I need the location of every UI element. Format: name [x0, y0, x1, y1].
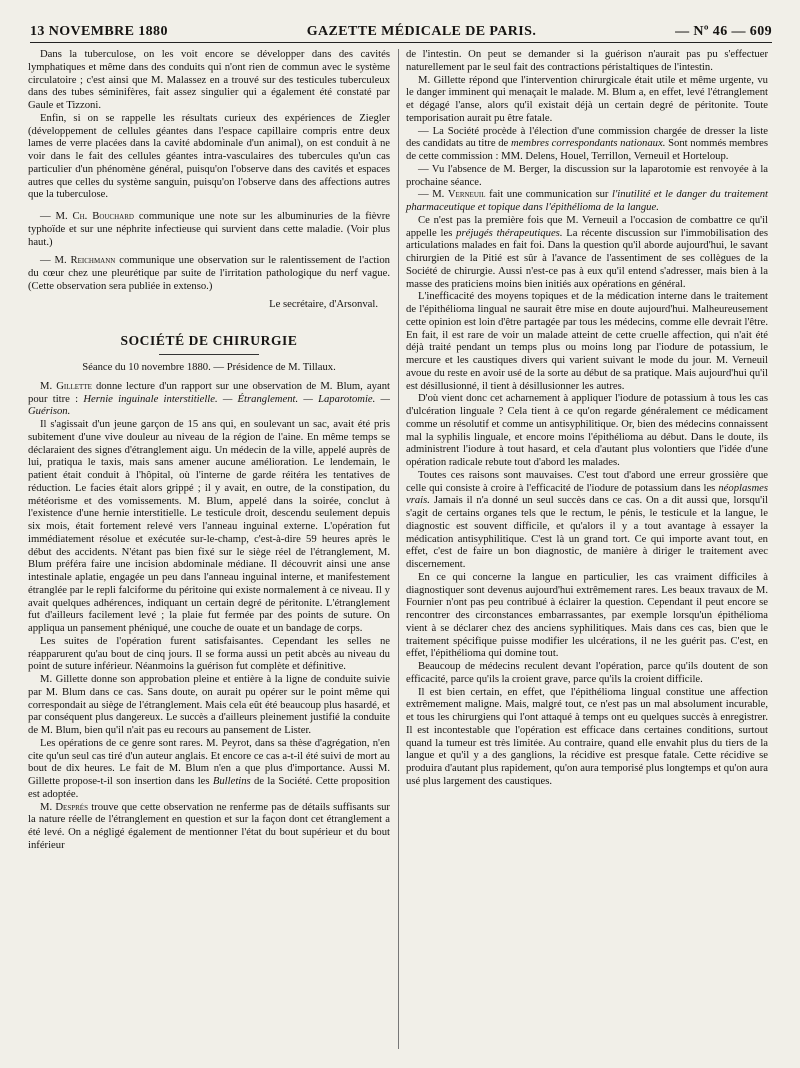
header-issue-page: — Nº 46 — 609: [675, 24, 772, 39]
article-title: Hernie inguinale interstitielle. — Étranglement. — Laparotomie. — Guérison.: [28, 393, 391, 418]
paragraph: M. Gillette répond que l'intervention chirurgicale était utile et même urgente, vu le danger imminent qui menaçait le malade. M. Blum a, en effet, levé l'étranglement et dégagé l'anse, alors qu'il existait déjà un certain degré de péritonite. Toute temporisation aurait pu être fatale.: [406, 74, 768, 124]
session-line: Séance du 10 novembre 1880. — Présidence de M. Tillaux.: [82, 362, 336, 373]
paragraph: Les opérations de ce genre sont rares. M. Peyrot, dans sa thèse d'agrégation, n'en cite qu'un seul cas tiré d'un auteur anglais. Et encore ce cas a-t-il été suivi de mort au bout de dix heures. Le fait de M. Blum n'en a que plus d'importance. Aussi M. Gillette propose-t-il son insertion dans les Bulletins de la Société. Cette proposition est adoptée.: [28, 737, 390, 800]
right-column: [406, 49, 768, 789]
paragraph: — Vu l'absence de M. Berger, la discussion sur la laparotomie est renvoyée à la prochaine séance.: [406, 163, 768, 188]
signature: Le secrétaire, d'Arsonval.: [269, 298, 378, 310]
paragraph: Les suites de l'opération furent satisfaisantes. Cependant les selles ne réapparurent qu'au bout de cinq jours. Il se forma aussi un petit abcès au niveau du point de suture inférieur. Néanmoins la guérison fut complète et définitive.: [28, 635, 390, 673]
column-rule: [398, 49, 399, 1049]
paragraph: Il est bien certain, en effet, que l'épithélioma lingual constitue une affection extrêmement maligne. Mais, malgré tout, ce n'est pas un mal absolument incurable, et tous les chirurgiens qui l'ont attaqué à temps ont eu quelques succès à enregistrer. Il est incontestable que l'opération est efficace dans certaines conditions, surtout quand la tumeur est très limitée. Au contraire, quand elle envahit plus du tiers de la langue et qu'il y a des ganglions, la récidive est presque fatale. Cette récidive se produira d'autant plus rapidement, qu'on aura temporisé plus longtemps et qu'on aura usé plus largement des caustiques.: [406, 686, 768, 787]
header-date: 13 NOVEMBRE 1880: [30, 24, 168, 39]
paragraph: Beaucoup de médecins reculent devant l'opération, parce qu'ils doutent de son efficacité, parce qu'ils la croient grave, parce qu'ils la croient difficile.: [406, 661, 768, 685]
paragraph: Toutes ces raisons sont mauvaises. C'est tout d'abord une erreur grossière que celle qui consiste à croire à l'efficacité de l'iodure de potassium dans les néoplasmes vrais. Jamais il n'a donné un seul succès dans ce cas. On a dit aussi que, lorsqu'il s'agit de certains organes tels que le rectum, le pénis, le testicule et la langue, le diagnostic est souvent difficile, et qu'alors il y a tout avantage à essayer la médication antisyphilitique. C'est là un grand tort. Ce qui importe avant tout, en effet, c'est de faire un bon diagnostic, de manière à diriger le traitement avec discernement.: [406, 469, 768, 570]
page-header: [30, 14, 772, 43]
section-title: SOCIÉTÉ DE CHIRURGIE: [120, 333, 298, 349]
paragraph: Dans la tuberculose, on les voit encore se développer dans des cavités lymphatiques et même dans des conduits qui n'ont rien de commun avec le système circulatoire ; c'est ainsi que M. Malassez en a trouvé sur des testicules tuberculeux dans des tubes séminifères, fait assez singulier qui a également été constaté par Gaule et Tizzoni.: [28, 49, 390, 111]
paragraph: — M. Verneuil fait une communication sur l'inutilité et le danger du traitement pharmaceutique et topique dans l'épithélioma de la langue.: [406, 189, 768, 213]
paragraph: Il s'agissait d'un jeune garçon de 15 ans qui, en soulevant un sac, avait été pris subitement d'une vive douleur au niveau de la région de l'aine. En même temps se déclaraient des signes d'étranglement aigu. Un médecin de la ville, appelé auprès de lui, pratiqua le taxis, mais sans amener aucune amélioration. Le lendemain, le patient était conduit à l'hôpital, où l'interne de garde réitéra les tentatives de réduction. Le facies était alors grippé ; il y avait, en outre, de la constipation, du météorisme et des vomissements. M. Blum, appelé dans la soirée, conclut à l'existence d'une hernie interstitielle. Le testicule droit, descendu seulement depuis six mois, était fortement relevé vers l'anneau inguinal externe. L'opération fut immédiatement résolue et exécutée sur-le-champ, c'est-à-dire 59 heures après le début des accidents. N'étant pas bien fixé sur le siège réel de l'étranglement, M. Blum préféra faire une incision abdominale médiane. Il découvrit ainsi une anse intestinale aplatie, engagée un peu dans l'anneau inguinal interne, et manifestement étranglée par le repli falciforme du péritoine qui existe normalement à ce niveau. Il y avait quelques adhérences, indiquant un certain degré de péritonite. L'étranglement fut d'ailleurs facilement levé ; la plaie fut fermée par des points de suture. On appliqua un pansement phéniqué, une couche de ouate et un bandage de corps.: [28, 419, 390, 634]
paragraph: — La Société procède à l'élection d'une commission chargée de dresser la liste des candidats au titre de membres correspondants nationaux. Sont nommés membres de cette commission : MM. Delens, Houel, Terrillon, Verneuil et Horteloup.: [406, 125, 769, 162]
paragraph: En ce qui concerne la langue en particulier, les cas vraiment difficiles à diagnostiquer sont devenus aujourd'hui extrêmement rares. Les beaux travaux de M. Fournier n'ont pas peu contribué à éclairer la question. Cependant il peut encore se rencontrer des circonstances embarrassantes, par exemple lorsqu'un épithélioma vient à se déclarer chez des anciens syphilitiques. Mais dans ces cas, bien que le traitement spécifique puisse modifier les ulcérations, il ne les guérit pas. C'est, en effet, l'épithélioma qui domine tout.: [406, 571, 768, 660]
paragraph: de l'intestin. On peut se demander si la guérison n'aurait pas pu s'effectuer naturellement par le seul fait des contractions péristaltiques de l'intestin.: [406, 49, 768, 73]
header-title: GAZETTE MÉDICALE DE PARIS.: [306, 24, 537, 39]
speaker-name: Després: [55, 801, 88, 813]
speaker-name: Gillette: [56, 380, 92, 392]
paragraph: — M. Reichmann communique une observation sur le ralentissement de l'action du cœur chez une pleurétique par suite de l'irritation pathologique du nerf vague. (Cette observation sera publiée in extenso.): [28, 255, 390, 292]
paragraph: — M. Ch. Bouchard communique une note sur les albuminuries de la fièvre typhoïde et sur une néphrite infectieuse qui survient dans cette maladie. (Voir plus haut.): [28, 211, 391, 248]
left-column: [28, 49, 390, 853]
paragraph: M. Gillette donne son approbation pleine et entière à la ligne de conduite suivie par M. Blum dans ce cas. Sans doute, on aurait pu opérer sur le point même qui correspondait au siège de l'étranglement. Mais cela eût été beaucoup plus hasardé, et par conséquent plus dangereux. Le succès a d'ailleurs pleinement justifié la conduite de M. Blum, bien qu'il n'ait pas eu recours au pansement de Lister.: [28, 674, 390, 736]
paragraph: M. Després trouve que cette observation ne renferme pas de détails suffisants sur la nature réelle de l'étranglement en question et sur la façon dont cet étranglement a été levé. On a négligé également de mentionner l'état du bout supérieur et du bout inférieur: [28, 801, 390, 851]
speaker-name: Verneuil: [447, 189, 486, 201]
paragraph: L'inefficacité des moyens topiques et de la médication interne dans le traitement de l'épithélioma lingual ne saurait être mise en doute aujourd'hui. Malheureusement cette opinion est loin d'être partagée par tous les médecins, comme elle devrait l'être. En fait, il est rare de voir un malade atteint de cette cruelle affection, qui n'ait été déjà traité pendant un temps plus ou moins long par l'iodure de potassium, le mercure et les caustiques divers qui varient suivant le mode du jour. M. Verneuil avoue du reste en avoir usé de la sorte au début de sa pratique. Mais aujourd'hui qu'il est désillusionné, il tient à désillusionner les autres.: [406, 291, 768, 392]
section-divider: [159, 354, 259, 355]
speaker-name: Ch. Bouchard: [72, 211, 134, 222]
paragraph: Ce n'est pas la première fois que M. Verneuil a l'occasion de combattre ce qu'il appelle les préjugés thérapeutiques. La récente discussion sur l'immobilisation des articulations malades en fait foi. Dans la question qu'il aborde aujourd'hui, le savant chirurgien de la Pitié est sûr à l'avance de l'assentiment de ses collègues de la Société de chirurgie. Aussi n'est-ce pas à eux qu'il entend s'adresser, mais bien à la masse des praticiens moins bien initiés aux opérations en général.: [406, 214, 768, 290]
paragraph: M. Gillette donne lecture d'un rapport sur une observation de M. Blum, ayant pour titre : Hernie inguinale interstitielle. — Étranglement. — Laparotomie. — Guérison.: [28, 380, 391, 418]
paragraph: Enfin, si on se rappelle les résultats curieux des expériences de Ziegler (développement de cellules géantes dans l'espace capillaire compris entre deux lames de verre placées dans la cavité abdominale d'un animal), on est conduit à ne voir dans le fait des cellules géantes intra-vasculaires des tubercules qu'un cas particulier d'un phénomène général, puisqu'on l'observe dans des cavités et espaces autres que celles du système sanguin, puisqu'on l'observe dans des affections autres que la tuberculose.: [28, 112, 390, 201]
paragraph: D'où vient donc cet acharnement à appliquer l'iodure de potassium à tous les cas d'ulcération linguale ? Cela tient à ce qu'on regarde généralement ce médicament comme un résolutif et comme un antisyphilitique. Or, bien des médecins connaissent mal la syphilis linguale, et encore moins l'épithélioma au début. Dans le doute, ils administrent l'iodure à tout hasard, et cela d'autant plus volontiers que l'idée d'une opération radicale rebute tout d'abord les malades.: [406, 393, 768, 468]
speaker-name: Reichmann: [70, 255, 116, 267]
